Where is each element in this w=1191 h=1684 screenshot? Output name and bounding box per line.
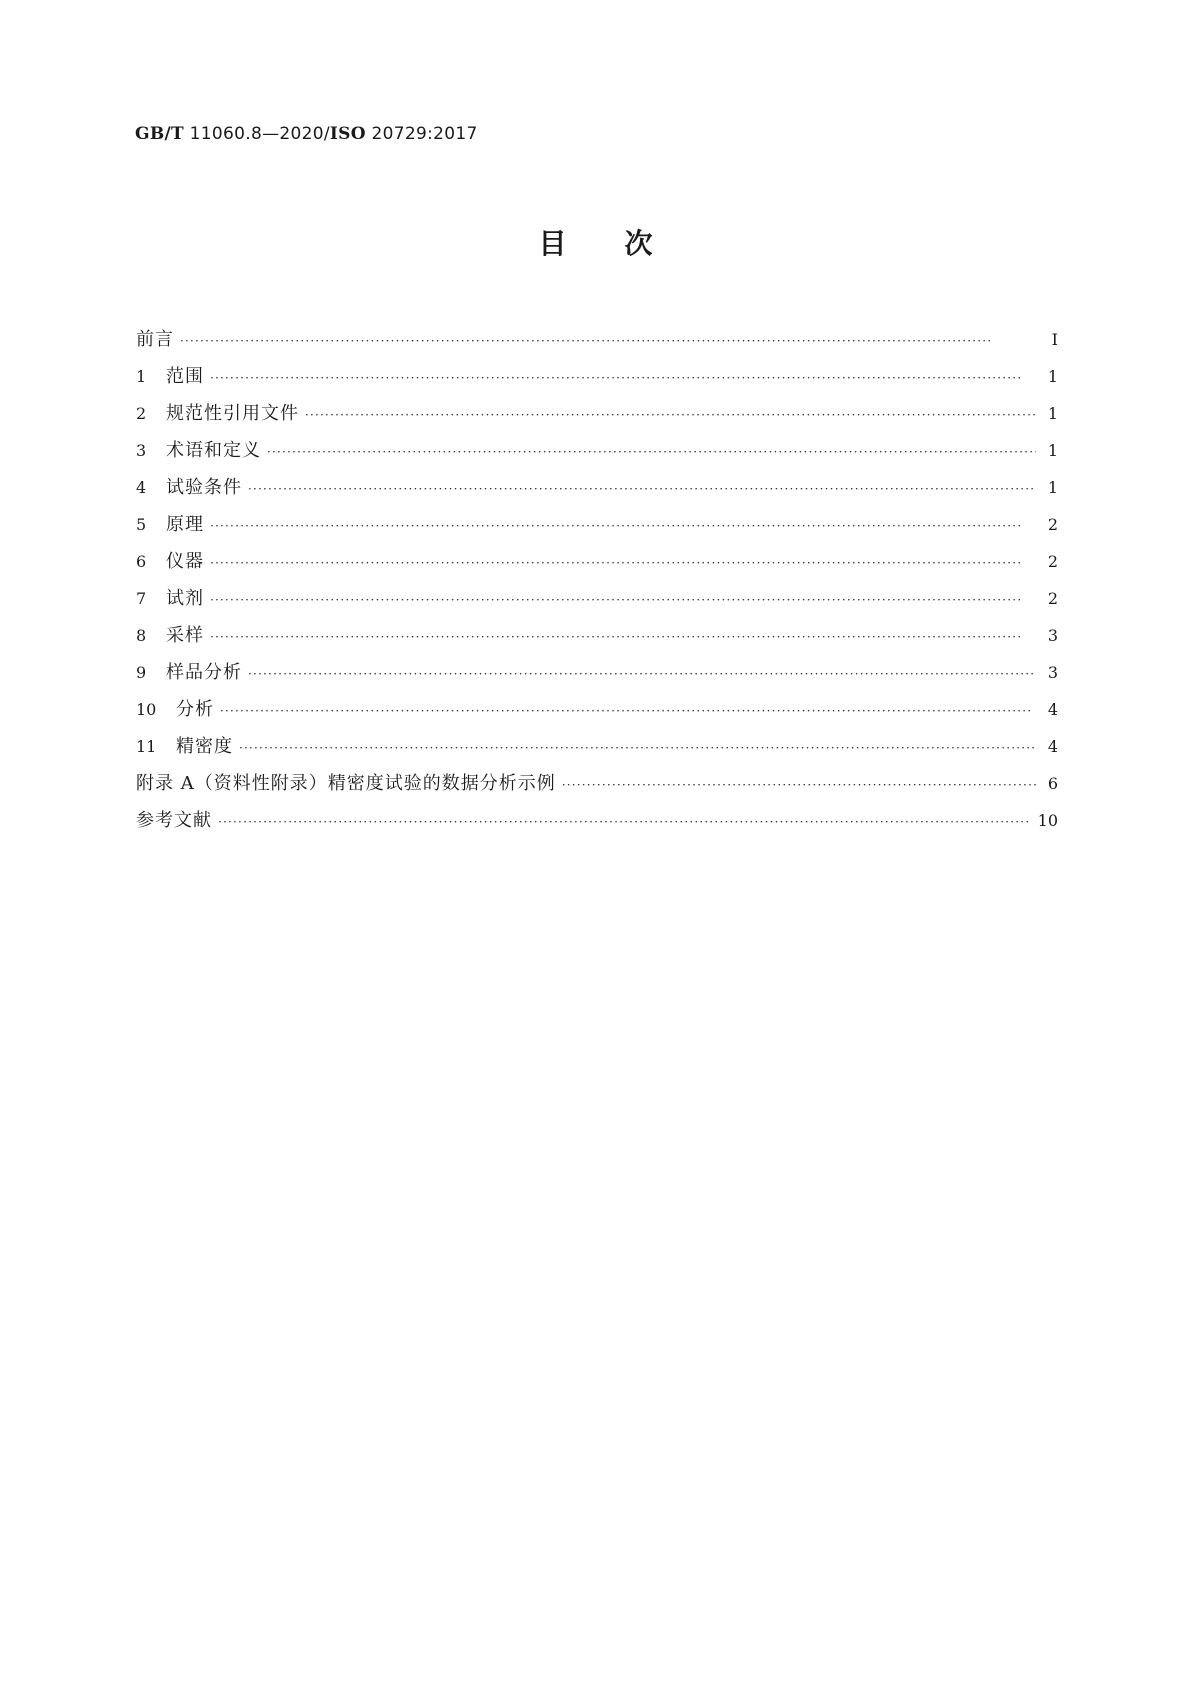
toc-label: 样品分析 xyxy=(166,662,242,683)
toc-item-6[interactable] xyxy=(136,547,1058,584)
toc-leader-dots xyxy=(239,741,1036,755)
toc-label: 仪器 xyxy=(166,551,204,572)
iso-number: 20729:2017 xyxy=(371,124,478,144)
toc-item-5[interactable] xyxy=(136,510,1058,547)
toc-item-7[interactable] xyxy=(136,584,1058,621)
toc-item-4[interactable] xyxy=(136,473,1058,510)
toc-leader-dots xyxy=(210,556,1036,570)
iso-code: ISO xyxy=(329,124,366,144)
table-of-contents xyxy=(136,325,1058,843)
toc-leader-dots xyxy=(562,778,1036,792)
toc-page-number: 6 xyxy=(1047,774,1058,793)
toc-leader-dots xyxy=(267,445,1036,459)
toc-item-3[interactable] xyxy=(136,436,1058,473)
toc-page-number: 2 xyxy=(1047,589,1058,608)
toc-label: 试验条件 xyxy=(166,477,242,498)
toc-label: 分析 xyxy=(176,699,214,720)
toc-item-foreword[interactable] xyxy=(136,325,1058,362)
toc-label: 采样 xyxy=(166,625,204,646)
toc-label: 范围 xyxy=(166,366,204,387)
toc-page-number: 1 xyxy=(1047,441,1058,460)
toc-page-number: 10 xyxy=(1037,811,1058,830)
toc-label: 附录 A（资料性附录）精密度试验的数据分析示例 xyxy=(136,773,556,794)
toc-leader-dots xyxy=(218,815,1032,829)
toc-page-number: Ⅰ xyxy=(1051,330,1058,349)
standard-code: GB/T xyxy=(135,124,184,144)
toc-section-number: 9 xyxy=(136,663,147,682)
toc-label: 精密度 xyxy=(176,736,233,757)
toc-page-number: 1 xyxy=(1047,478,1058,497)
toc-leader-dots xyxy=(210,593,1036,607)
toc-label: 前言 xyxy=(136,329,174,350)
toc-page-number: 1 xyxy=(1047,404,1058,423)
toc-section-number: 11 xyxy=(136,737,157,756)
toc-label: 规范性引用文件 xyxy=(166,403,299,424)
toc-leader-dots xyxy=(210,519,1036,533)
toc-item-1[interactable] xyxy=(136,362,1058,399)
toc-leader-dots xyxy=(210,630,1036,644)
toc-leader-dots xyxy=(210,371,1036,385)
toc-section-number: 7 xyxy=(136,589,147,608)
toc-item-11[interactable] xyxy=(136,732,1058,769)
toc-label: 术语和定义 xyxy=(166,440,261,461)
toc-item-bibliography[interactable] xyxy=(136,806,1058,843)
toc-label: 试剂 xyxy=(166,588,204,609)
toc-page-number: 2 xyxy=(1047,552,1058,571)
toc-page-number: 3 xyxy=(1047,663,1058,682)
standard-header xyxy=(135,124,478,144)
toc-leader-dots xyxy=(248,667,1036,681)
toc-label: 参考文献 xyxy=(136,810,212,831)
toc-leader-dots xyxy=(180,334,1036,348)
toc-item-8[interactable] xyxy=(136,621,1058,658)
toc-leader-dots xyxy=(248,482,1036,496)
toc-page-number: 4 xyxy=(1047,700,1058,719)
toc-section-number: 1 xyxy=(136,367,147,386)
toc-section-number: 10 xyxy=(136,700,157,719)
toc-section-number: 6 xyxy=(136,552,147,571)
toc-item-2[interactable] xyxy=(136,399,1058,436)
toc-page-number: 3 xyxy=(1047,626,1058,645)
toc-section-number: 3 xyxy=(136,441,147,460)
toc-section-number: 4 xyxy=(136,478,147,497)
toc-section-number: 2 xyxy=(136,404,147,423)
toc-leader-dots xyxy=(305,408,1036,422)
standard-number: 11060.8—2020/ xyxy=(189,124,330,144)
toc-page-number: 1 xyxy=(1047,367,1058,386)
toc-section-number: 8 xyxy=(136,626,147,645)
toc-page-number: 4 xyxy=(1047,737,1058,756)
toc-item-9[interactable] xyxy=(136,658,1058,695)
toc-item-annex-a[interactable] xyxy=(136,769,1058,806)
toc-page-number: 2 xyxy=(1047,515,1058,534)
toc-leader-dots xyxy=(220,704,1036,718)
toc-label: 原理 xyxy=(166,514,204,535)
toc-item-10[interactable] xyxy=(136,695,1058,732)
page-title: 目次 xyxy=(538,227,711,260)
toc-section-number: 5 xyxy=(136,515,147,534)
